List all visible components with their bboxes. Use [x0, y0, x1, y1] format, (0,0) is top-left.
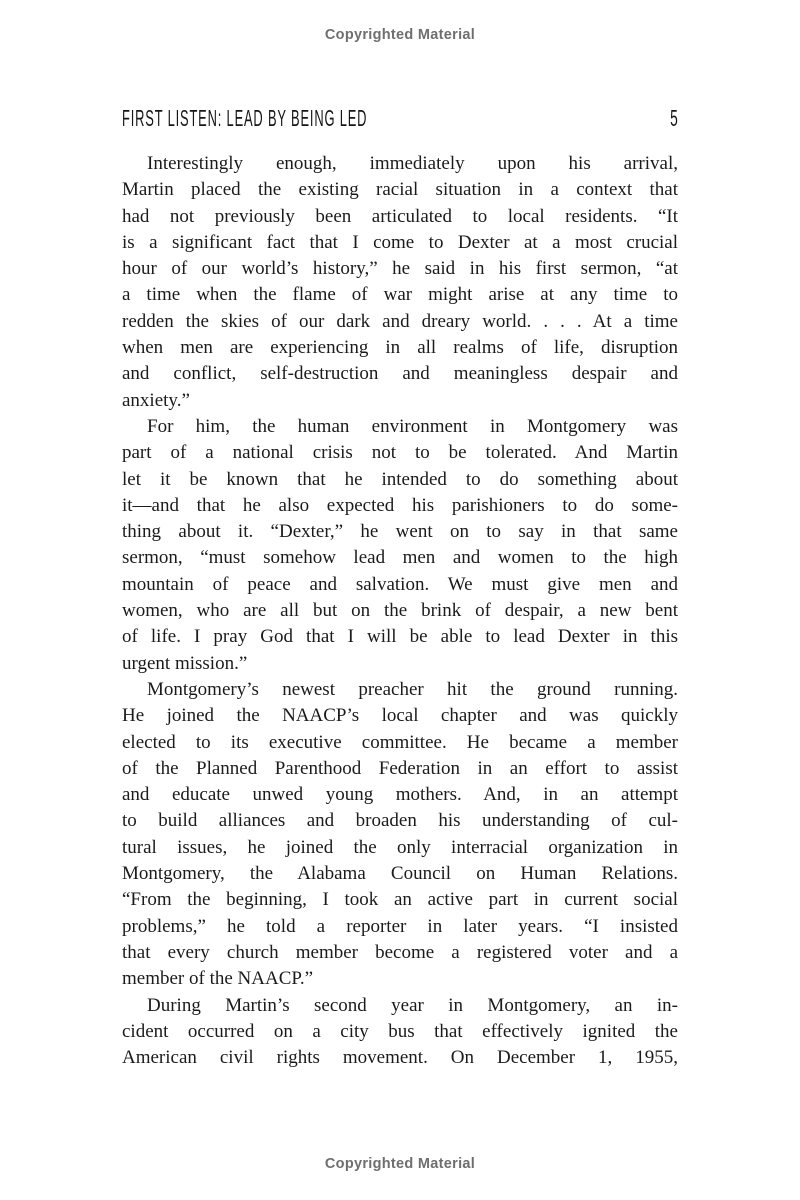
text-line: part of a national crisis not to be tolerated. And Martin	[122, 442, 678, 464]
text-line: “From the beginning, I took an active part in current social	[122, 889, 678, 911]
text-line: cident occurred on a city bus that effectively ignited the	[122, 1020, 678, 1042]
text-line: thing about it. “Dexter,” he went on to say in that same	[122, 521, 678, 543]
paragraph	[122, 677, 678, 993]
text-line: sermon, “must somehow lead men and women to the high	[122, 547, 678, 569]
text-line: redden the skies of our dark and dreary world. . . . At a time	[122, 310, 678, 332]
text-line: is a significant fact that I come to Dexter at a most crucial	[122, 231, 678, 253]
text-line: of the Planned Parenthood Federation in an effort to assist	[122, 757, 678, 779]
text-line: hour of our world’s history,” he said in his first sermon, “at	[122, 258, 678, 280]
text-line: had not previously been articulated to local residents. “It	[122, 205, 678, 227]
text-line: tural issues, he joined the only interracial organization in	[122, 836, 678, 858]
paragraph	[122, 993, 678, 1072]
text-line: Montgomery, the Alabama Council on Human Relations.	[122, 863, 678, 885]
paragraph	[122, 151, 678, 414]
text-line: member of the NAACP.”	[122, 968, 314, 990]
text-line: and educate unwed young mothers. And, in an attempt	[122, 784, 678, 806]
text-line: Martin placed the existing racial situation in a context that	[122, 179, 678, 201]
text-line: let it be known that he intended to do something about	[122, 468, 678, 490]
copyright-notice-top: Copyrighted Material	[324, 27, 476, 43]
text-line: and conflict, self-destruction and meaningless despair and	[122, 363, 678, 385]
text-line: it—and that he also expected his parishioners to do some-	[122, 494, 678, 516]
text-line: mountain of peace and salvation. We must give men and	[122, 573, 678, 595]
text-line: women, who are all but on the brink of despair, a new bent	[122, 600, 678, 622]
page-header	[122, 105, 678, 131]
running-title: FIRST LISTEN: LEAD BY BEING LED	[122, 105, 368, 131]
page-number: 5	[670, 105, 678, 131]
text-line: to build alliances and broaden his understanding of cul-	[122, 810, 678, 832]
text-line: elected to its executive committee. He became a member	[122, 731, 678, 753]
text-line: of life. I pray God that I will be able to lead Dexter in this	[122, 626, 678, 648]
copyright-notice-bottom: Copyrighted Material	[324, 1156, 476, 1172]
text-line: problems,” he told a reporter in later years. “I insisted	[122, 915, 678, 937]
text-line: a time when the flame of war might arise at any time to	[122, 284, 678, 306]
text-line: when men are experiencing in all realms of life, disruption	[122, 337, 678, 359]
text-line: For him, the human environment in Montgomery was	[147, 415, 678, 437]
body-text	[122, 151, 678, 1071]
text-line: He joined the NAACP’s local chapter and was quickly	[122, 705, 678, 727]
text-line: Montgomery’s newest preacher hit the ground running.	[147, 678, 678, 700]
text-line: During Martin’s second year in Montgomery, an in-	[147, 994, 678, 1016]
text-line: anxiety.”	[122, 389, 190, 411]
paragraph	[122, 414, 678, 677]
text-line: American civil rights movement. On December 1, 1955,	[122, 1047, 678, 1069]
text-line: that every church member become a registered voter and a	[122, 941, 678, 963]
text-line: urgent mission.”	[122, 652, 248, 674]
text-line: Interestingly enough, immediately upon his arrival,	[147, 153, 678, 174]
